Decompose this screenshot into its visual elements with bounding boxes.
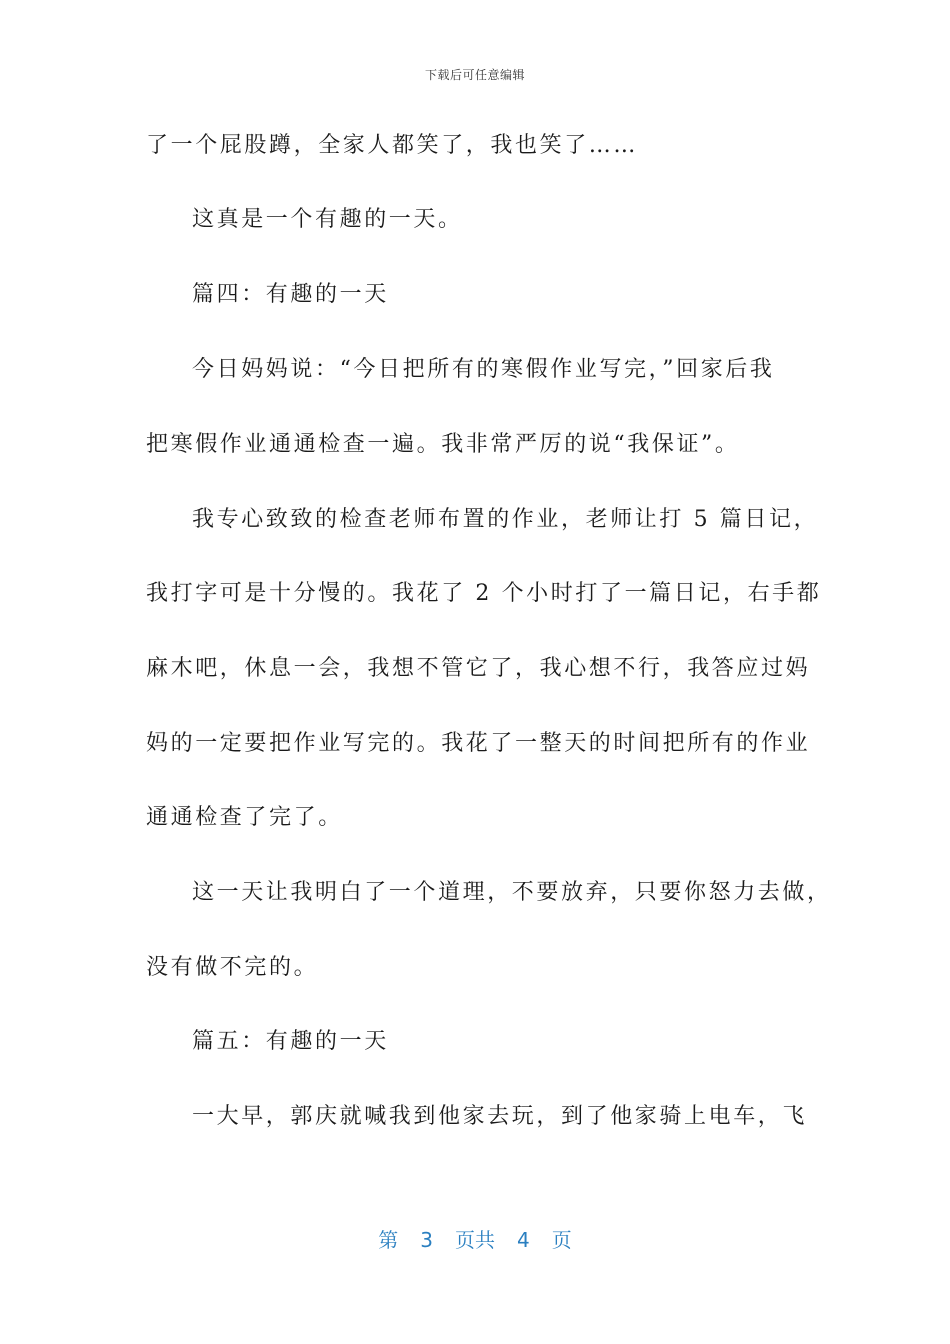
footer-suffix: 页 bbox=[551, 1228, 572, 1252]
footer-page-number: 3 bbox=[420, 1228, 433, 1252]
paragraph-line: 把寒假作业通通检查一遍。我非常严厉的说“我保证”。 bbox=[146, 432, 740, 457]
paragraph-line: 这一天让我明白了一个道理，不要放弃，只要你怒力去做， bbox=[192, 880, 832, 905]
paragraph-line: 了一个屁股蹲，全家人都笑了，我也笑了…… bbox=[146, 133, 639, 158]
paragraph-line: 妈的一定要把作业写完的。我花了一整天的时间把所有的作业 bbox=[146, 731, 811, 756]
paragraph-line: 通通检查了完了。 bbox=[146, 805, 343, 830]
paragraph-line: 没有做不完的。 bbox=[146, 955, 319, 980]
paragraph-line: 我打字可是十分慢的。我花了 2 个小时打了一篇日记，右手都 bbox=[146, 581, 822, 606]
page-header: 下载后可任意编辑 bbox=[424, 68, 525, 82]
footer-total-pages: 4 bbox=[517, 1228, 530, 1252]
section-heading: 篇五：有趣的一天 bbox=[192, 1029, 389, 1054]
section-heading: 篇四：有趣的一天 bbox=[192, 282, 389, 307]
paragraph-line: 一大早，郭庆就喊我到他家去玩，到了他家骑上电车，飞 bbox=[192, 1104, 808, 1129]
page-footer bbox=[0, 1224, 950, 1253]
footer-middle: 页共 bbox=[455, 1228, 495, 1252]
paragraph-line: 麻木吧，休息一会，我想不管它了，我心想不行，我答应过妈 bbox=[146, 656, 811, 681]
paragraph-line: 我专心致致的检查老师布置的作业，老师让打 5 篇日记， bbox=[192, 507, 819, 532]
paragraph-line: 今日妈妈说：“今日把所有的寒假作业写完，”回家后我 bbox=[192, 357, 775, 382]
paragraph-line: 这真是一个有趣的一天。 bbox=[192, 207, 463, 232]
footer-prefix: 第 bbox=[378, 1228, 399, 1252]
